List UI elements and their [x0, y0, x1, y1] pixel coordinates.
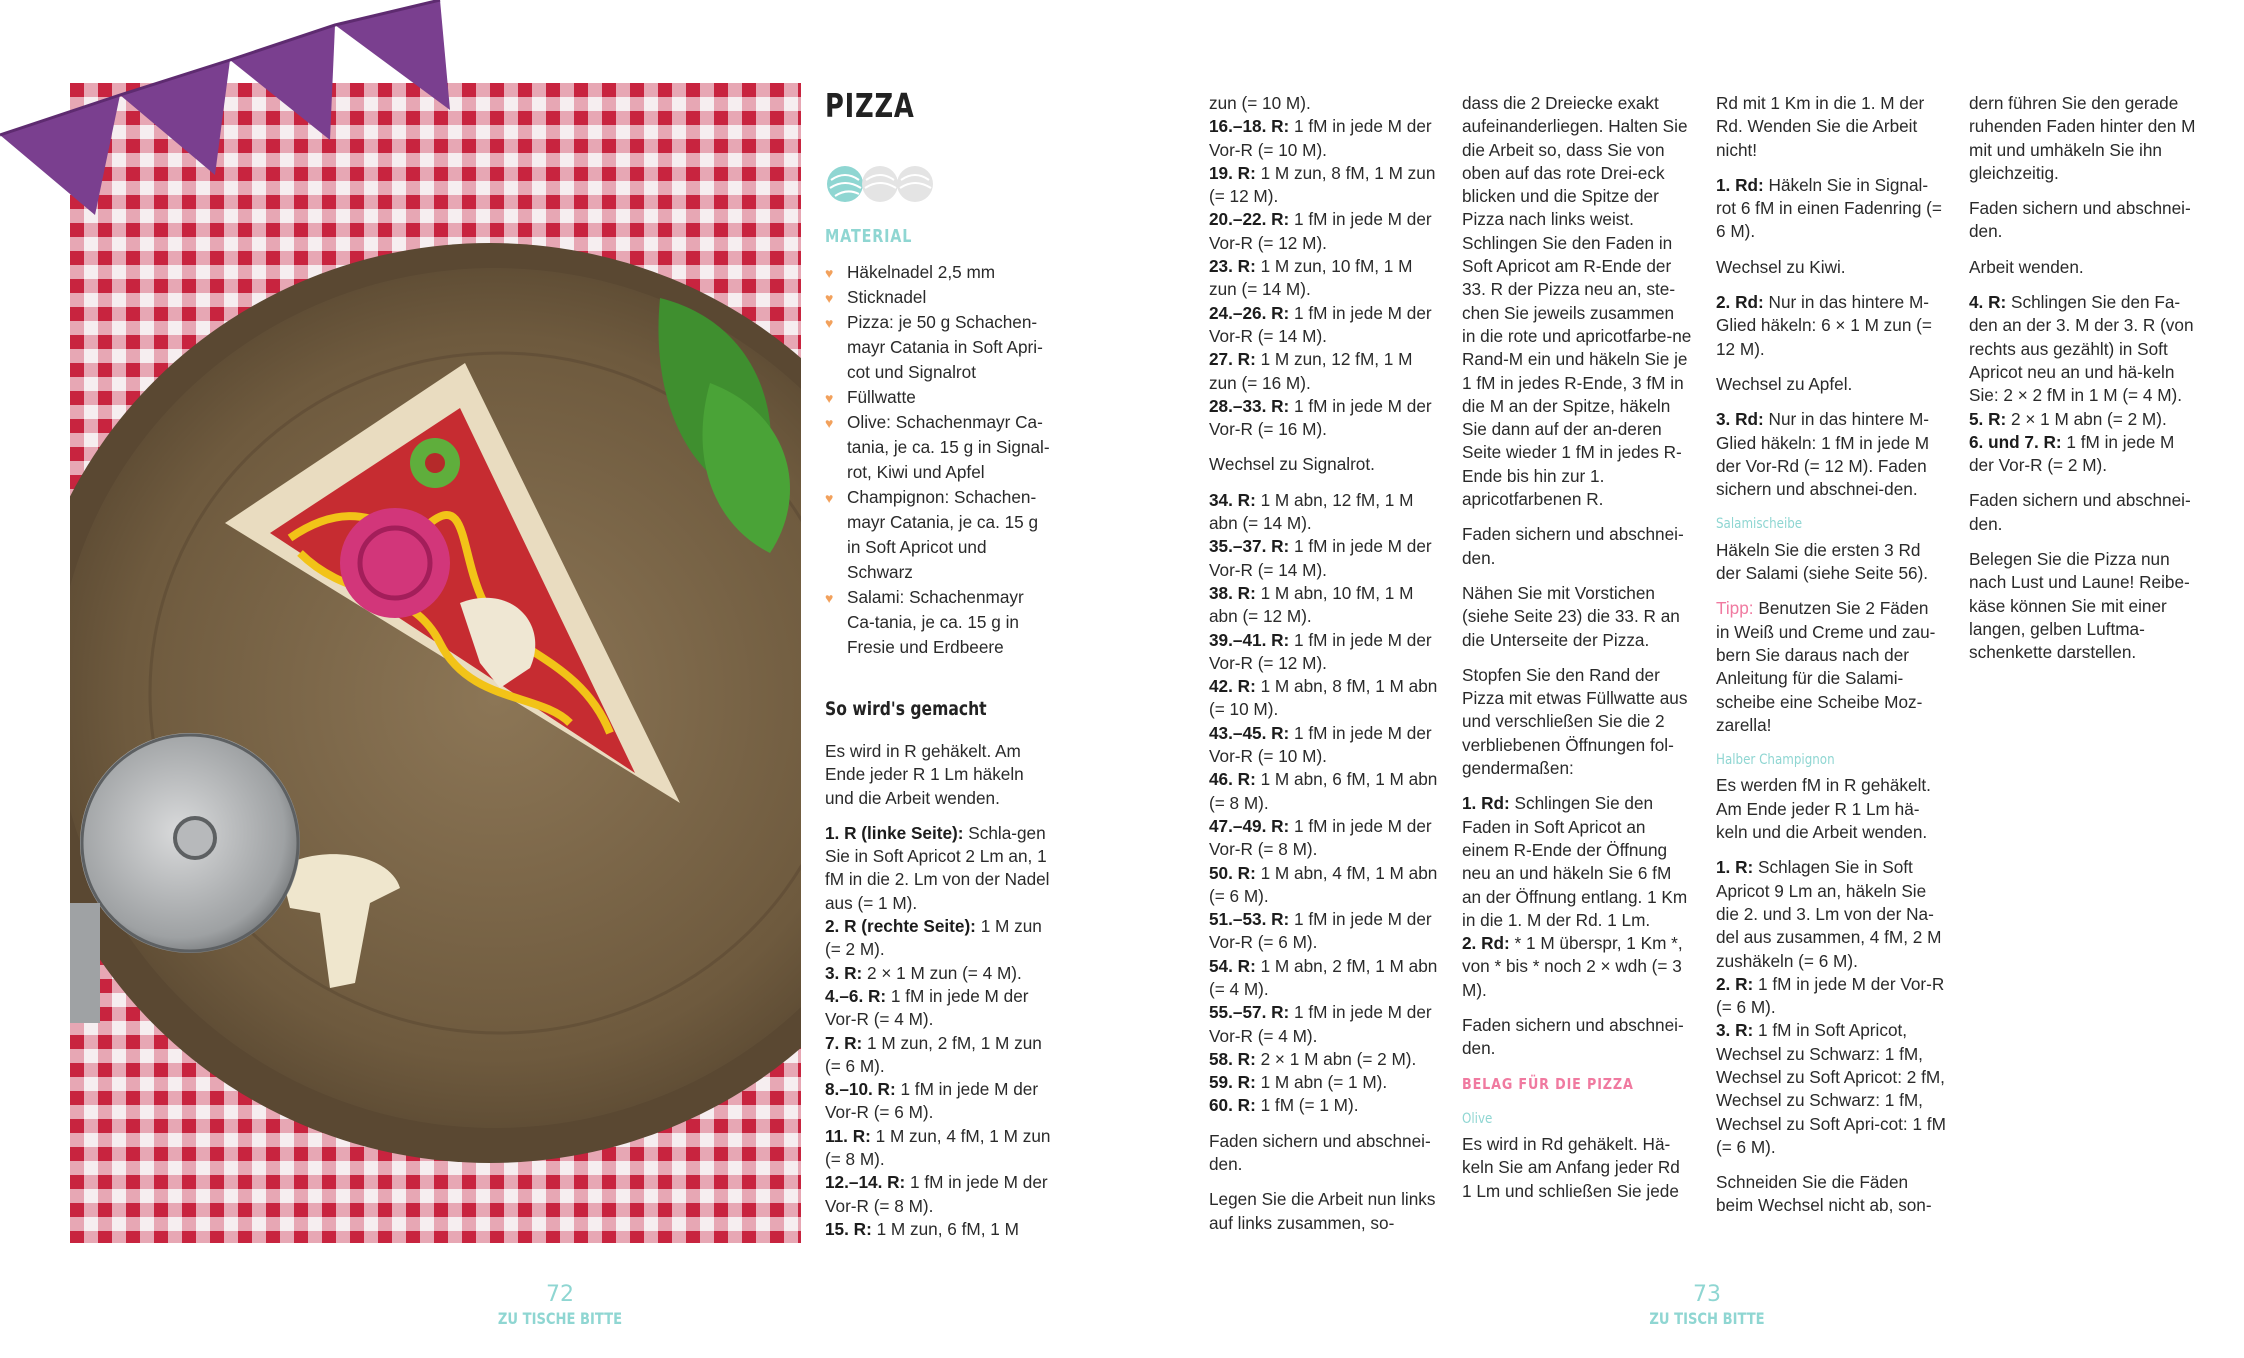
- row-instruction: 15. R: 1 M zun, 6 fM, 1 M: [825, 1218, 1019, 1239]
- continued-text: zun (= 10 M).: [1209, 93, 1311, 113]
- row-instruction: 2. R (rechte Seite): 1 M zun (= 2 M).: [825, 916, 1042, 960]
- row-instruction: 42. R: 1 M abn, 8 fM, 1 M abn (= 10 M).: [1209, 676, 1438, 720]
- assembly-paragraph: dass die 2 Dreiecke exakt aufeinanderliegen. Halten Sie die Arbeit so, dass Sie von oben auf das rote Drei-eck blicken und die Spitze der Pizza nach links weist. Schlingen Sie den Faden in Soft Apricot am R-Ende der 33. R der Pizza neu an, ste-chen Sie jeweils zusammen in die rote und apricotfarbe-ne Rand-M ein und häkeln Sie je 1 fM in jedes R-Ende, 3 fM in die M an der Spitze, häkeln Sie dann auf der an-deren Seite wieder 1 fM in jedes R-Ende bis hin zur 1. apricotfarbenen R.: [1462, 93, 1692, 510]
- row-instruction: 6. und 7. R: 1 fM in jede M der Vor-R (= 2 M).: [1969, 431, 2175, 476]
- list-item: ♥ Salami: Schachenmayr Ca-tania, je ca. 15 g in Fresie und Erdbeere: [825, 587, 1024, 657]
- olive-paragraph: Rd mit 1 Km in die 1. M der Rd. Wenden Sie die Arbeit nicht!: [1716, 93, 1925, 160]
- row-instruction: 39.–41. R: 1 fM in jede M der Vor-R (= 12 M).: [1209, 629, 1432, 673]
- instructions-column-1: [1209, 92, 1439, 1247]
- stuffing-paragraph: Stopfen Sie den Rand der Pizza mit etwas Füllwatte aus und verschließen Sie die 2 verbliebenen Öffnungen fol-gendermaßen:: [1462, 664, 1688, 779]
- assembly-paragraph: Legen Sie die Arbeit nun links auf links zusammen, so-: [1209, 1189, 1436, 1233]
- heart-bullet-icon: ♥: [825, 490, 834, 506]
- round-instruction: 1. Rd: Häkeln Sie in Signal-rot 6 fM in einen Fadenring (= 6 M).: [1716, 174, 1942, 242]
- footer-right: [1607, 1282, 1807, 1330]
- footer-left: [460, 1282, 660, 1330]
- list-item: ♥ Champignon: Schachen-mayr Catania, je ca. 15 g in Soft Apricot und Schwarz: [825, 487, 1039, 582]
- olive-paragraph: Es wird in Rd gehäkelt. Hä-keln Sie am Anfang jeder Rd 1 Lm und schließen Sie jede: [1462, 1134, 1680, 1201]
- row-instruction: 20.–22. R: 1 fM in jede M der Vor-R (= 12 M).: [1209, 209, 1432, 253]
- list-item: ♥ Olive: Schachenmayr Ca-tania, je ca. 15 g in Signal-rot, Kiwi und Apfel: [825, 412, 1050, 482]
- row-instruction: 3. R: 1 fM in Soft Apricot, Wechsel zu Schwarz: 1 fM, Wechsel zu Soft Apricot: 2 fM, Wechsel zu Schwarz: 1 fM, Wechsel zu Soft Apri-cot: 1 fM (= 6 M).: [1716, 1020, 1946, 1157]
- yarn-balls-difficulty-icon: [825, 160, 935, 208]
- heart-bullet-icon: ♥: [825, 315, 834, 331]
- instructions-column-3: [1716, 92, 1946, 1230]
- row-instruction: 16.–18. R: 1 fM in jede M der Vor-R (= 10 M).: [1209, 116, 1432, 160]
- row-instruction: 3. R: 2 × 1 M zun (= 4 M).: [825, 962, 1022, 983]
- tip-paragraph: Tipp: Benutzen Sie 2 Fäden in Weiß und Creme und zau-bern Sie daraus nach der Anleitung für die Salami-scheibe eine Scheibe Moz-zarella!: [1716, 598, 1936, 735]
- row-instruction: 54. R: 1 M abn, 2 fM, 1 M abn (= 4 M).: [1209, 955, 1438, 999]
- list-item: ♥ Sticknadel: [825, 285, 1055, 310]
- row-instruction: 51.–53. R: 1 fM in jede M der Vor-R (= 6 M).: [1209, 909, 1432, 953]
- color-change-note: Wechsel zu Apfel.: [1716, 373, 1853, 394]
- heart-bullet-icon: ♥: [825, 290, 834, 306]
- row-instruction: 24.–26. R: 1 fM in jede M der Vor-R (= 14 M).: [1209, 302, 1432, 346]
- row-instruction: 58. R: 2 × 1 M abn (= 2 M).: [1209, 1048, 1417, 1069]
- instructions-column-2: [1462, 92, 1692, 1215]
- row-instruction: 1. R (linke Seite): Schla-gen Sie in Soft Apricot 2 Lm an, 1 fM in die 2. Lm von der Nadel aus (= 1 M).: [825, 822, 1050, 913]
- round-instruction: 2. Rd: * 1 M überspr, 1 Km *, von * bis * noch 2 × wdh (= 3 M).: [1462, 933, 1683, 1000]
- finish-note: Faden sichern und abschnei-den.: [1462, 524, 1684, 568]
- finish-note: Faden sichern und abschnei-den.: [1462, 1014, 1684, 1059]
- row-instruction: 7. R: 1 M zun, 2 fM, 1 M zun (= 6 M).: [825, 1032, 1042, 1076]
- row-instruction: 55.–57. R: 1 fM in jede M der Vor-R (= 4 M).: [1209, 1002, 1432, 1046]
- turn-note: Arbeit wenden.: [1969, 256, 2084, 277]
- row-instruction: 4.–6. R: 1 fM in jede M der Vor-R (= 4 M).: [825, 985, 1029, 1030]
- row-instruction: 35.–37. R: 1 fM in jede M der Vor-R (= 14 M).: [1209, 536, 1432, 580]
- material-list: [825, 260, 1055, 660]
- instructions-heading: So wird's gemacht: [825, 698, 987, 720]
- heart-bullet-icon: ♥: [825, 590, 834, 606]
- row-instruction: 11. R: 1 M zun, 4 fM, 1 M zun (= 8 M).: [825, 1125, 1051, 1170]
- row-instruction: 19. R: 1 M zun, 8 fM, 1 M zun (= 12 M).: [1209, 162, 1436, 207]
- finish-note: Faden sichern und abschnei-den.: [1209, 1130, 1431, 1175]
- round-instruction: 1. Rd: Schlingen Sie den Faden in Soft Apricot an einem R-Ende der Öffnung neu an und häkeln Sie 6 fM an der Öffnung entlang. 1 Km in die 1. M der Rd. 1 Lm.: [1462, 793, 1688, 930]
- row-instruction: 59. R: 1 M abn (= 1 M).: [1209, 1072, 1388, 1093]
- thread-note: dern führen Sie den gerade ruhenden Faden hinter den M mit und umhäkeln Sie ihn gleichzeitig.: [1969, 93, 2196, 183]
- list-item: ♥ Pizza: je 50 g Schachen-mayr Catania in Soft Apri-cot und Signalrot: [825, 312, 1043, 382]
- row-instruction: 27. R: 1 M zun, 12 fM, 1 M zun (= 16 M).: [1209, 349, 1413, 393]
- material-heading: MATERIAL: [825, 226, 913, 247]
- row-instruction: 2. R: 1 fM in jede M der Vor-R (= 6 M).: [1716, 973, 1945, 1018]
- row-instruction: 5. R: 2 × 1 M abn (= 2 M).: [1969, 408, 2167, 429]
- round-instruction: 2. Rd: Nur in das hintere M-Glied häkeln: 6 × 1 M zun (= 12 M).: [1716, 292, 1932, 359]
- page-number: 72: [546, 1282, 574, 1307]
- subsection-heading: Salamischeibe: [1716, 516, 1803, 533]
- row-instruction: 8.–10. R: 1 fM in jede M der Vor-R (= 6 M).: [825, 1079, 1039, 1123]
- row-instruction: 47.–49. R: 1 fM in jede M der Vor-R (= 8 M).: [1209, 815, 1432, 860]
- row-instruction: 12.–14. R: 1 fM in jede M der Vor-R (= 8 M).: [825, 1172, 1048, 1216]
- crochet-pizza-photo: [70, 83, 801, 1243]
- list-item: ♥ Häkelnadel 2,5 mm: [825, 260, 1055, 285]
- row-instruction: 28.–33. R: 1 fM in jede M der Vor-R (= 16 M).: [1209, 395, 1432, 440]
- row-instruction: 50. R: 1 M abn, 4 fM, 1 M abn (= 6 M).: [1209, 862, 1438, 906]
- intro-paragraph: Es wird in R gehäkelt. Am Ende jeder R 1 Lm häkeln und die Arbeit wenden.: [825, 741, 1024, 808]
- bunting-decoration: [0, 0, 470, 215]
- round-instruction: 3. Rd: Nur in das hintere M-Glied häkeln: 1 fM in jede M der Vor-Rd (= 12 M). Faden sichern und abschnei-den.: [1716, 409, 1930, 500]
- row-instruction: 46. R: 1 M abn, 6 fM, 1 M abn (= 8 M).: [1209, 769, 1438, 813]
- row-instruction: 4. R: Schlingen Sie den Fa-den an der 3. M der 3. R (von rechts aus gezählt) in Soft Apricot neu an und hä-keln Sie: 2 × 2 fM in 1 M (= 4 M).: [1969, 292, 2194, 406]
- row-instruction: 1. R: Schlagen Sie in Soft Apricot 9 Lm an, häkeln Sie die 2. und 3. Lm von der Na-del aus zusammen, 4 fM, 2 M zushäkeln (= 6 M).: [1716, 857, 1942, 971]
- finish-note: Faden sichern und abschnei-den.: [1969, 490, 2191, 534]
- row-instruction: 60. R: 1 fM (= 1 M).: [1209, 1095, 1359, 1116]
- toppings-paragraph: Belegen Sie die Pizza nun nach Lust und Laune! Reibe-käse können Sie mit einer langen, gelben Luftma-schenkette darstellen.: [1969, 549, 2190, 663]
- chapter-label: ZU TISCH BITTE: [1649, 1309, 1765, 1328]
- row-instruction: 23. R: 1 M zun, 10 fM, 1 M zun (= 14 M).: [1209, 256, 1413, 300]
- heart-bullet-icon: ♥: [825, 415, 834, 431]
- chapter-label: ZU TISCHE BITTE: [497, 1309, 623, 1328]
- list-item: ♥ Füllwatte: [825, 385, 1055, 410]
- section-heading: BELAG FÜR DIE PIZZA: [1462, 1074, 1634, 1093]
- sewing-paragraph: Nähen Sie mit Vorstichen (siehe Seite 23) die 33. R an die Unterseite der Pizza.: [1462, 582, 1680, 650]
- instructions-column-4: [1969, 92, 2199, 677]
- row-instruction: 43.–45. R: 1 fM in jede M der Vor-R (= 10 M).: [1209, 722, 1432, 767]
- salami-paragraph: Häkeln Sie die ersten 3 Rd der Salami (siehe Seite 56).: [1716, 539, 1929, 584]
- page-title: PIZZA: [825, 86, 915, 125]
- subsection-heading: Olive: [1462, 1110, 1493, 1127]
- page-number: 73: [1693, 1282, 1721, 1307]
- row-instruction: 34. R: 1 M abn, 12 fM, 1 M abn (= 14 M).: [1209, 489, 1414, 534]
- color-change-note: Wechsel zu Signalrot.: [1209, 454, 1375, 475]
- heart-bullet-icon: ♥: [825, 265, 834, 281]
- row-instruction: 38. R: 1 M abn, 10 fM, 1 M abn (= 12 M).: [1209, 582, 1414, 627]
- subsection-heading: Halber Champignon: [1716, 752, 1835, 769]
- color-change-note: Wechsel zu Kiwi.: [1716, 256, 1846, 277]
- thread-note: Schneiden Sie die Fäden beim Wechsel nicht ab, son-: [1716, 1172, 1932, 1216]
- finish-note: Faden sichern und abschnei-den.: [1969, 198, 2191, 242]
- instructions-column-left: [825, 740, 1055, 1241]
- heart-bullet-icon: ♥: [825, 390, 834, 406]
- mushroom-paragraph: Es werden fM in R gehäkelt. Am Ende jeder R 1 Lm hä-keln und die Arbeit wenden.: [1716, 775, 1931, 843]
